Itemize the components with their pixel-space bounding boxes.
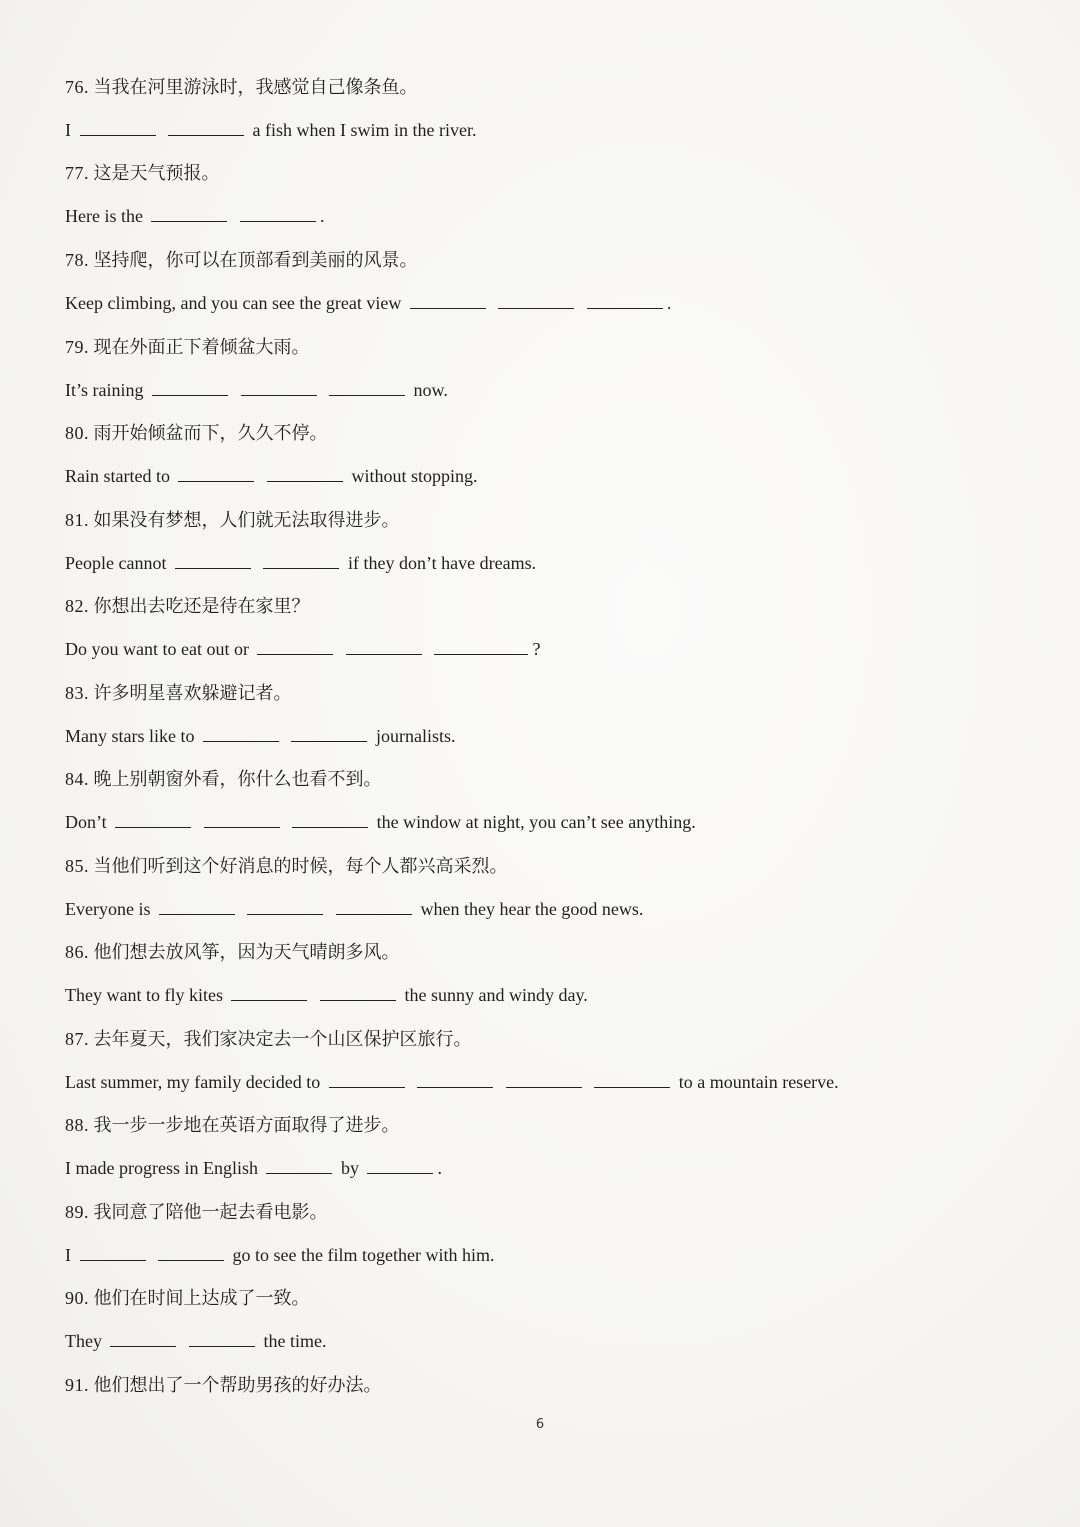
- answer-blank[interactable]: [329, 379, 405, 396]
- chinese-sentence: 78. 坚持爬，你可以在顶部看到美丽的风景。: [65, 250, 418, 270]
- chinese-sentence: 87. 去年夏天，我们家决定去一个山区保护区旅行。: [65, 1029, 472, 1049]
- answer-blank[interactable]: [203, 725, 279, 742]
- answer-blank[interactable]: [247, 898, 323, 915]
- answer-blank[interactable]: [498, 292, 574, 309]
- english-sentence: Don’t the window at night, you can’t see anything.: [65, 812, 696, 832]
- answer-blank[interactable]: [267, 465, 343, 482]
- answer-blank[interactable]: [151, 205, 227, 222]
- answer-blank[interactable]: [231, 984, 307, 1001]
- answer-blank[interactable]: [266, 1157, 332, 1174]
- answer-blank[interactable]: [204, 811, 280, 828]
- answer-blank[interactable]: [178, 465, 254, 482]
- chinese-sentence: 91. 他们想出了一个帮助男孩的好办法。: [65, 1375, 382, 1395]
- chinese-sentence: 88. 我一步一步地在英语方面取得了进步。: [65, 1115, 400, 1135]
- answer-blank[interactable]: [152, 379, 228, 396]
- english-sentence: They the time.: [65, 1331, 327, 1351]
- english-sentence: Many stars like to journalists.: [65, 726, 456, 746]
- answer-blank[interactable]: [410, 292, 486, 309]
- answer-blank[interactable]: [367, 1157, 433, 1174]
- chinese-sentence: 79. 现在外面正下着倾盆大雨。: [65, 337, 310, 357]
- english-sentence: Everyone is when they hear the good news.: [65, 899, 644, 919]
- chinese-sentence: 89. 我同意了陪他一起去看电影。: [65, 1202, 328, 1222]
- chinese-sentence: 86. 他们想去放风筝，因为天气晴朗多风。: [65, 942, 400, 962]
- english-sentence: Keep climbing, and you can see the great view .: [65, 293, 672, 313]
- answer-blank[interactable]: [158, 1244, 224, 1261]
- answer-blank[interactable]: [115, 811, 191, 828]
- english-sentence: It’s raining now.: [65, 380, 448, 400]
- chinese-sentence: 83. 许多明星喜欢躲避记者。: [65, 683, 292, 703]
- answer-blank[interactable]: [175, 552, 251, 569]
- answer-blank[interactable]: [291, 725, 367, 742]
- chinese-sentence: 76. 当我在河里游泳时，我感觉自己像条鱼。: [65, 77, 418, 97]
- english-sentence: I a fish when I swim in the river.: [65, 120, 477, 140]
- english-sentence: I made progress in English by .: [65, 1158, 442, 1178]
- answer-blank[interactable]: [263, 552, 339, 569]
- english-sentence: Do you want to eat out or ?: [65, 639, 541, 659]
- answer-blank[interactable]: [594, 1071, 670, 1088]
- answer-blank[interactable]: [434, 638, 528, 655]
- answer-blank[interactable]: [241, 379, 317, 396]
- english-sentence: They want to fly kites the sunny and windy day.: [65, 985, 588, 1005]
- answer-blank[interactable]: [292, 811, 368, 828]
- answer-blank[interactable]: [110, 1330, 176, 1347]
- chinese-sentence: 77. 这是天气预报。: [65, 163, 220, 183]
- chinese-sentence: 82. 你想出去吃还是待在家里？: [65, 596, 310, 616]
- answer-blank[interactable]: [346, 638, 422, 655]
- answer-blank[interactable]: [189, 1330, 255, 1347]
- chinese-sentence: 84. 晚上别朝窗外看，你什么也看不到。: [65, 769, 382, 789]
- chinese-sentence: 85. 当他们听到这个好消息的时候，每个人都兴高采烈。: [65, 856, 508, 876]
- answer-blank[interactable]: [257, 638, 333, 655]
- english-sentence: I go to see the film together with him.: [65, 1245, 495, 1265]
- answer-blank[interactable]: [240, 205, 316, 222]
- answer-blank[interactable]: [417, 1071, 493, 1088]
- chinese-sentence: 80. 雨开始倾盆而下，久久不停。: [65, 423, 328, 443]
- answer-blank[interactable]: [506, 1071, 582, 1088]
- chinese-sentence: 90. 他们在时间上达成了一致。: [65, 1288, 310, 1308]
- answer-blank[interactable]: [329, 1071, 405, 1088]
- answer-blank[interactable]: [320, 984, 396, 1001]
- page-number: 6: [535, 1417, 545, 1432]
- english-sentence: Last summer, my family decided to to a mountain reserve.: [65, 1072, 839, 1092]
- answer-blank[interactable]: [587, 292, 663, 309]
- answer-blank[interactable]: [80, 119, 156, 136]
- answer-blank[interactable]: [159, 898, 235, 915]
- english-sentence: People cannot if they don’t have dreams.: [65, 553, 537, 573]
- answer-blank[interactable]: [336, 898, 412, 915]
- answer-blank[interactable]: [80, 1244, 146, 1261]
- chinese-sentence: 81. 如果没有梦想，人们就无法取得进步。: [65, 510, 400, 530]
- english-sentence: Here is the .: [65, 206, 325, 226]
- english-sentence: Rain started to without stopping.: [65, 466, 478, 486]
- answer-blank[interactable]: [168, 119, 244, 136]
